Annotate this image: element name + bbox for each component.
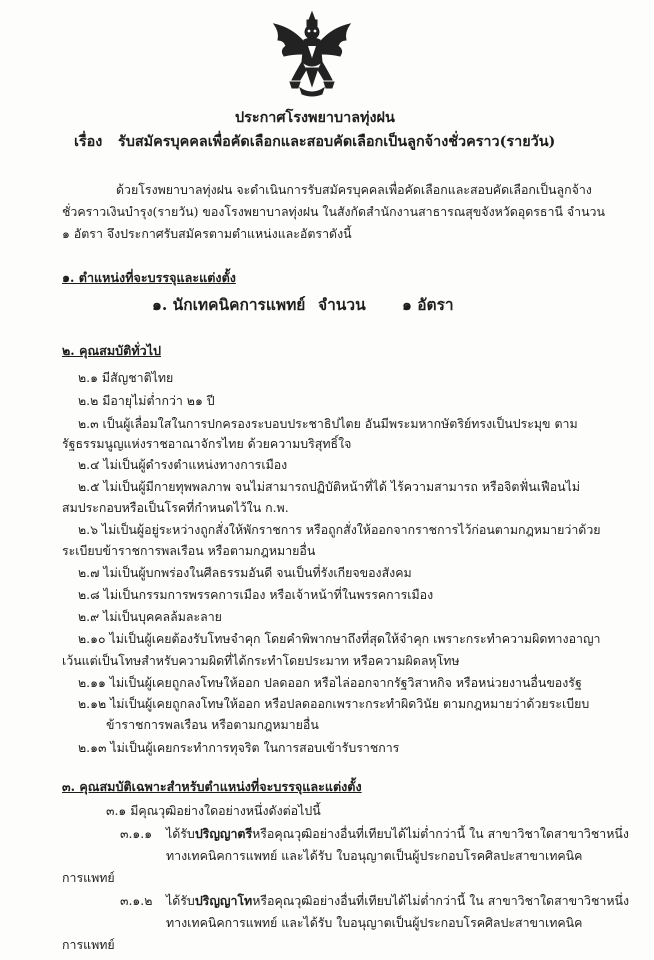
qual-item: ๒.๑ มีสัญชาติไทย <box>78 370 174 385</box>
qual-item-cont: รัฐธรรมนูญแห่งราชอาณาจักรไทย ด้วยความบริสุทธิ์ใจ <box>62 436 352 451</box>
qual-item: ๒.๕ ไม่เป็นผู้มีกายทุพพลภาพ จนไม่สามารถปฏิบัติหน้าที่ได้ ไร้ความสามารถ หรือจิตฟั่นเฟือนไม่ <box>78 479 581 494</box>
qual-3-1-2-number: ๓.๑.๒ <box>120 893 153 908</box>
qual-item: ๒.๘ ไม่เป็นกรรมการพรรคการเมือง หรือเจ้าหน้าที่ในพรรคการเมือง <box>78 587 434 602</box>
position-count: ๑ อัตรา <box>402 295 454 314</box>
qual-item: ๒.๑๑ ไม่เป็นผู้เคยถูกลงโทษให้ออก ปลดออก หรือไล่ออกจากรัฐวิสาหกิจ หรือหน่วยงานอื่นของรัฐ <box>78 675 582 690</box>
section-1-title: ๑. ตำแหน่งที่จะบรรจุและแต่งตั้ง <box>62 270 236 285</box>
qual-3-1-2-line: ได้รับปริญญาโทหรือคุณวุฒิอย่างอื่นที่เทียบได้ไม่ต่ำกว่านี้ ใน สาขาวิชาใดสาขาวิชาหนึ่ง <box>166 893 630 908</box>
announcement-title: ประกาศโรงพยาบาลทุ่งฝน <box>235 109 395 126</box>
qual-3-1-2-cont: การแพทย์ <box>62 937 115 952</box>
section-3-sub: ๓.๑ มีคุณวุฒิอย่างใดอย่างหนึ่งดังต่อไปนี้ <box>106 803 321 818</box>
qual-item: ๒.๑๐ ไม่เป็นผู้เคยต้องรับโทษจำคุก โดยคำพิพากษาถึงที่สุดให้จำคุก เพราะกระทำความผิดทางอาญา <box>78 631 601 646</box>
qual-item: ๒.๖ ไม่เป็นผู้อยู่ระหว่างถูกสั่งให้พักราชการ หรือถูกสั่งให้ออกจากราชการไว้ก่อนตามกฎหมายว่าด้วย <box>78 522 601 537</box>
qual-item-cont: เว้นแต่เป็นโทษสำหรับความผิดที่ได้กระทำโดยประมาท หรือความผิดลหุโทษ <box>62 653 460 668</box>
qual-3-1-1-line: ได้รับปริญญาตรีหรือคุณวุฒิอย่างอื่นที่เทียบได้ไม่ต่ำกว่านี้ ใน สาขาวิชาใดสาขาวิชาหนึ่ง <box>166 826 629 841</box>
qual-item: ๒.๑๒ ไม่เป็นผู้เคยถูกลงโทษให้ออก หรือปลดออกเพราะกระทำผิดวินัย ตามกฎหมายว่าด้วยระเบียบ <box>78 696 590 711</box>
qual-3-1-1-cont: การแพทย์ <box>62 870 115 885</box>
qual-item: ๒.๗ ไม่เป็นผู้บกพร่องในศีลธรรมอันดี จนเป็นที่รังเกียจของสังคม <box>78 565 412 580</box>
qual-item: ๒.๓ เป็นผู้เลื่อมใสในการปกครองระบอบประชาธิปไตย อันมีพระมหากษัตริย์ทรงเป็นประมุข ตาม <box>78 416 578 431</box>
subject-label: เรื่อง <box>74 133 103 150</box>
qual-item: ๒.๙ ไม่เป็นบุคคลล้มละลาย <box>78 609 222 624</box>
qual-3-1-2-cont: ทางเทคนิคการแพทย์ และได้รับ ใบอนุญาตเป็นผู้ประกอบโรคศิลปะสาขาเทคนิค <box>166 915 583 930</box>
section-3-title: ๓. คุณสมบัติเฉพาะสำหรับตำแหน่งที่จะบรรจุและแต่งตั้ง <box>62 779 362 794</box>
qual-item: ๒.๑๓ ไม่เป็นผู้เคยกระทำการทุจริต ในการสอบเข้ารับราชการ <box>78 740 400 755</box>
intro-line-3: ๑ อัตรา จึงประกาศรับสมัครตามตำแหน่งและอัตราดังนี้ <box>62 226 352 241</box>
garuda-emblem-icon <box>270 10 354 98</box>
position-count-label: จำนวน <box>318 295 366 314</box>
intro-line-1: ด้วยโรงพยาบาลทุ่งฝน จะดำเนินการรับสมัครบุคคลเพื่อคัดเลือกและสอบคัดเลือกเป็นลูกจ้าง <box>116 182 592 197</box>
qual-3-1-1-cont: ทางเทคนิคการแพทย์ และได้รับ ใบอนุญาตเป็นผู้ประกอบโรคศิลปะสาขาเทคนิค <box>166 848 583 863</box>
qual-item-cont: สมประกอบหรือเป็นโรคที่กำหนดไว้ใน ก.พ. <box>62 500 289 515</box>
qual-item: ๒.๒ มีอายุไม่ต่ำกว่า ๒๑ ปี <box>78 393 215 408</box>
qual-item-cont: ระเบียบข้าราชการพลเรือน หรือตามกฎหมายอื่น <box>62 543 316 558</box>
section-2-title: ๒. คุณสมบัติทั่วไป <box>62 343 162 358</box>
qual-item-cont: ข้าราชการพลเรือน หรือตามกฎหมายอื่น <box>106 717 319 732</box>
qual-3-1-1-number: ๓.๑.๑ <box>120 826 153 841</box>
qual-item: ๒.๔ ไม่เป็นผู้ดำรงตำแหน่งทางการเมือง <box>78 457 288 472</box>
subject-text: รับสมัครบุคคลเพื่อคัดเลือกและสอบคัดเลือกเป็นลูกจ้างชั่วคราว(รายวัน) <box>118 133 556 150</box>
intro-line-2: ชั่วคราวเงินบำรุง(รายวัน) ของโรงพยาบาลทุ่งฝน ในสังกัดสำนักงานสาธารณสุขจังหวัดอุดรธานี จำนวน <box>62 204 605 219</box>
position-name: ๑. นักเทคนิคการแพทย์ <box>152 295 306 314</box>
